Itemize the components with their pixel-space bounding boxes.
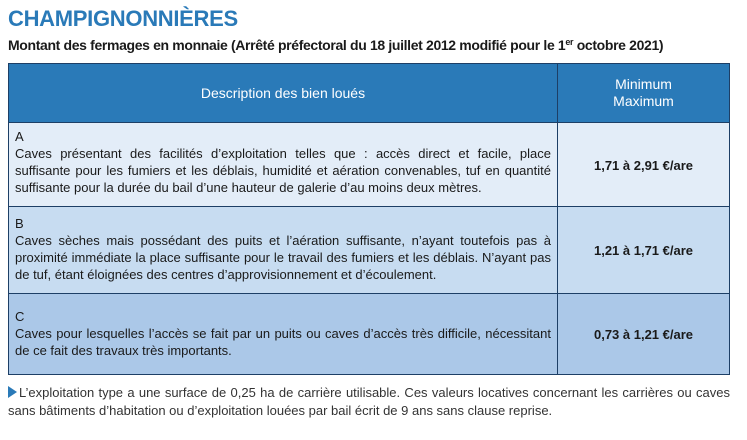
triangle-arrow-icon [8,386,17,398]
rent-table [8,63,730,375]
header-value [558,64,729,122]
footnote-text: L’exploitation type a une surface de 0,25 ha de carrière utilisable. Ces valeurs locatives concernant les carrières ou caves sans bâtiments d’habitation ou d’exploitation louées par bail écrit de 9 ans sans clause reprise. [8,385,730,418]
subtitle [8,37,663,53]
subtitle-text: Montant des fermages en monnaie (Arrêté préfectoral du 18 juillet 2012 modifié pour le 1 [8,37,566,53]
table-row [9,293,729,374]
row-text: Caves présentant des facilités d’exploitation telles que : accès direct et facile, place suffisante pour les fumiers et les déblais, humidité et aération convenables, tuf en quantité suffisante pour la durée du bail d’une hauteur de galerie d’au moins deux mètres. [15,146,551,195]
subtitle-superscript: er [565,37,574,47]
row-letter: A [15,129,24,144]
header-description: Description des bien loués [9,64,558,122]
row-value: 0,73 à 1,21 €/are [593,326,694,342]
table-row [9,122,729,207]
page-title: CHAMPIGNONNIÈRES [8,6,238,31]
row-letter: B [15,216,24,231]
row-text: Caves pour lesquelles l’accès se fait par un puits ou caves d’accès très difficile, nécessitant de ce fait des travaux très importants. [15,326,551,358]
row-description [9,123,558,207]
row-letter: C [15,309,25,324]
row-description [9,207,558,294]
subtitle-text-end: octobre 2021) [573,37,664,53]
footnote [8,384,730,420]
row-text: Caves sèches mais possédant des puits et l’aération suffisante, n’ayant toutefois pas à proximité immédiate la place suffisante pour le travail des fumiers et les déblais. N’ayant pas de tuf, étant éloignées des centres d’approvisionnement et d’écoulement. [15,233,551,282]
row-description [9,294,558,374]
row-value: 1,71 à 2,91 €/are [593,157,694,173]
row-value: 1,21 à 1,71 €/are [593,243,694,258]
table-header [9,64,729,122]
header-minimum: Minimum [615,76,672,92]
table-row [9,206,729,294]
header-maximum: Maximum [613,93,674,109]
